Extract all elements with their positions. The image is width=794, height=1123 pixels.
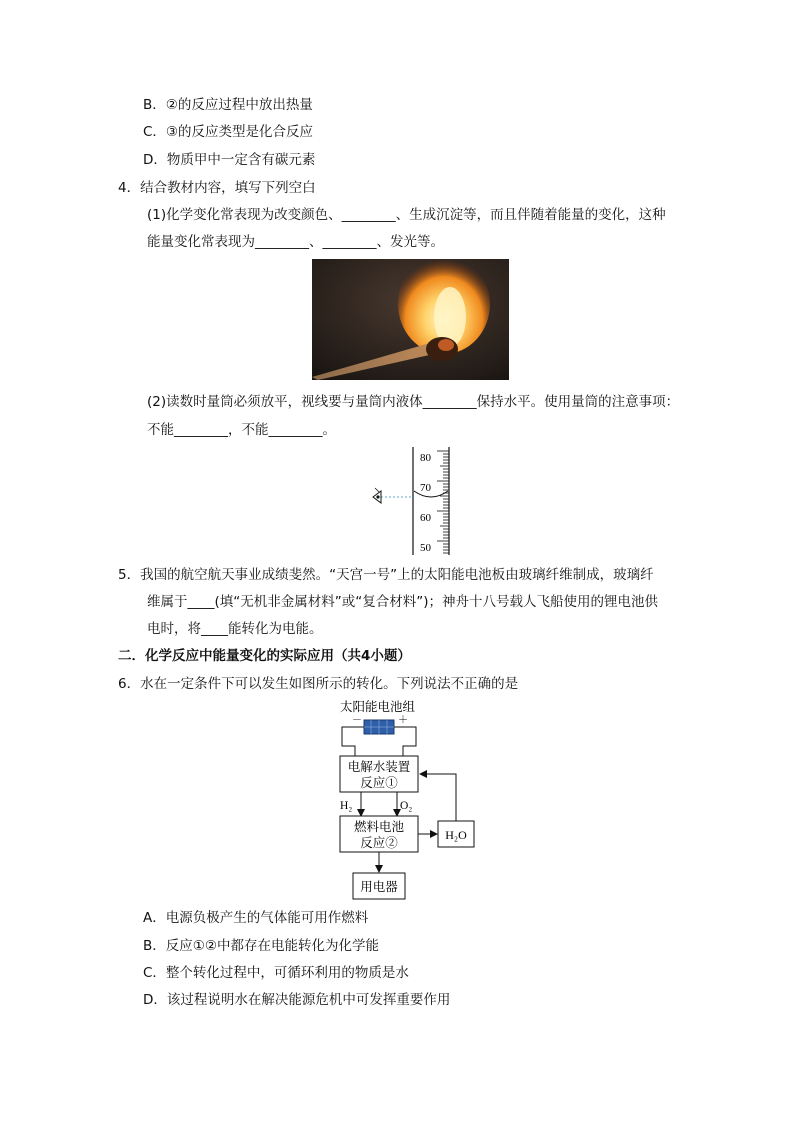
q4-part2-line1: (2)读数时量筒必须放平，视线要与量筒内液体________保持水平。使用量筒的注意事项： <box>147 394 680 410</box>
solar-panel-label: 太阳能电池组 <box>340 700 416 714</box>
q6-stem: 6．水在一定条件下可以发生如图所示的转化。下列说法不正确的是 <box>118 676 519 692</box>
tick-label-70: 70 <box>420 482 431 494</box>
wire-negative <box>342 727 364 756</box>
tick-label-80: 80 <box>420 452 431 464</box>
q6-option-a: A．电源负极产生的气体能可用作燃料 <box>143 910 369 926</box>
q3-option-c: C．③的反应类型是化合反应 <box>143 124 314 140</box>
tick-label-50: 50 <box>420 542 431 554</box>
q4-part1-line2: 能量变化常表现为________、________、发光等。 <box>147 234 444 250</box>
q5-line2: 维属于____(填“无机非金属材料”或“复合材料”)；神舟十八号载人飞船使用的锂电池供 <box>147 594 659 610</box>
q5-line1: 5．我国的航空航天事业成绩斐然。“天宫一号”上的太阳能电池板由玻璃纤维制成，玻璃纤 <box>118 567 654 583</box>
q6-option-c: C．整个转化过程中，可循环利用的物质是水 <box>143 965 409 981</box>
q6-option-b: B．反应①②中都存在电能转化为化学能 <box>143 938 379 954</box>
q4-stem: 4．结合教材内容，填写下列空白 <box>118 180 316 196</box>
q3-option-b: B．②的反应过程中放出热量 <box>143 97 313 113</box>
fuel-cell-label: 燃料电池 <box>353 820 405 834</box>
match-flame-image <box>312 259 509 380</box>
eye-pupil <box>376 495 379 498</box>
q6-option-d: D．该过程说明水在解决能源危机中可发挥重要作用 <box>143 992 451 1008</box>
match-flame-photo <box>312 259 509 380</box>
wire-positive <box>394 727 416 756</box>
section-2-heading: 二．化学反应中能量变化的实际应用（共4小题） <box>118 648 411 664</box>
reaction-1-label: 反应① <box>360 776 398 790</box>
graduated-cylinder-figure <box>365 445 465 557</box>
appliance-label: 用电器 <box>360 880 398 894</box>
q4-part2-line2: 不能________，不能________。 <box>147 422 336 438</box>
electrolysis-label: 电解水装置 <box>347 760 411 774</box>
cylinder-scale-ticks <box>437 451 449 553</box>
water-recycle-arrow <box>420 774 456 821</box>
tick-label-60: 60 <box>420 512 431 524</box>
eye-lash <box>375 488 379 492</box>
q4-part1-line1: (1)化学变化常表现为改变颜色、________、生成沉淀等，而且伴随着能量的变化，这种 <box>147 207 666 223</box>
h2-label: H₂ <box>340 800 353 812</box>
o2-label: O₂ <box>400 800 413 812</box>
water-label: H₂O <box>445 828 467 842</box>
plus-sign: ＋ <box>398 715 408 726</box>
q3-option-d: D．物质甲中一定含有碳元素 <box>143 152 316 168</box>
minus-sign: － <box>352 715 362 726</box>
reaction-2-label: 反应② <box>360 836 398 850</box>
water-conversion-diagram <box>320 698 490 903</box>
q5-line3: 电时，将____能转化为电能。 <box>147 621 323 637</box>
